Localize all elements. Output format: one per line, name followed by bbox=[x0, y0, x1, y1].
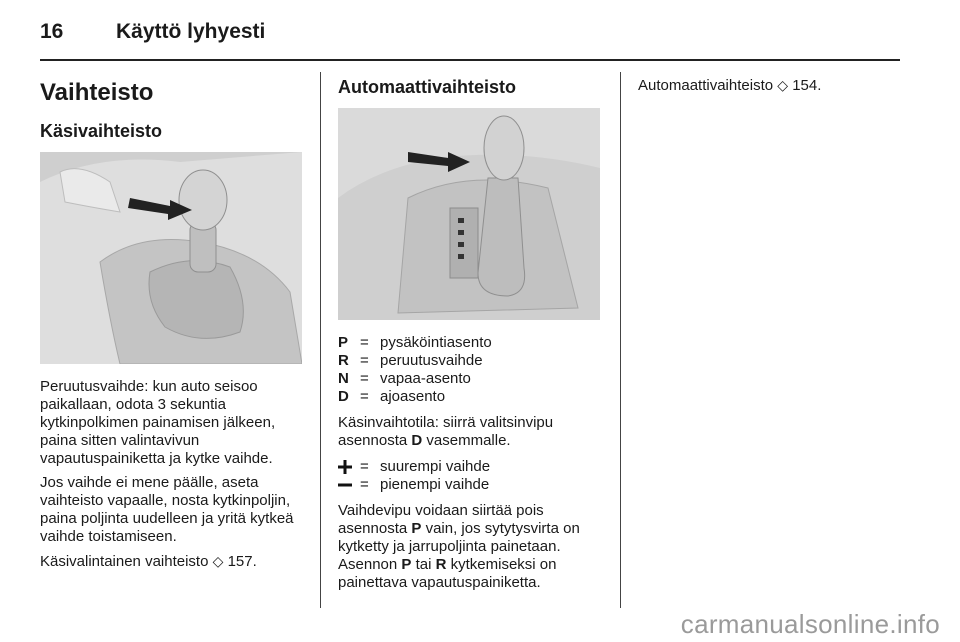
section-title: Vaihteisto bbox=[40, 79, 154, 106]
legend-key-p: P bbox=[338, 334, 349, 351]
legend-eq: = bbox=[360, 370, 369, 387]
legend-row-plus bbox=[338, 458, 603, 476]
legend-eq: = bbox=[360, 334, 369, 351]
legend-text-r: peruutusvaihde bbox=[380, 352, 483, 369]
reverse-gear-paragraph: Peruutusvaihde: kun auto seisoo paikallaan, odota 3 sekuntia kytkinpolkimen painamisen jälkeen, paina sitten valintavivun vapautuspainiketta ja kytke vaihde. bbox=[40, 378, 276, 467]
plus-icon bbox=[338, 458, 360, 476]
subsection-title-manual: Käsivaihteisto bbox=[40, 121, 163, 141]
release-text-4: kytkemiseksi on painettava vapautuspainiketta. bbox=[338, 556, 557, 591]
page-number: 16 bbox=[40, 20, 64, 43]
legend-text-minus: pienempi vaihde bbox=[380, 476, 490, 493]
chapter-title: Käyttö lyhyesti bbox=[116, 20, 266, 43]
legend-row-d bbox=[338, 388, 603, 406]
subsection-title-automatic: Automaattivaihteisto bbox=[338, 77, 517, 97]
release-text-2: vain, jos sytytysvirta on kytketty ja jarrupoljinta painetaan. Asennon bbox=[338, 520, 580, 573]
release-bold-r: R bbox=[435, 556, 447, 573]
minus-icon bbox=[338, 476, 360, 494]
manual-gear-shifter-icon bbox=[40, 152, 302, 364]
legend-eq: = bbox=[360, 352, 369, 369]
legend-row-p bbox=[338, 334, 603, 352]
manual-mode-text: Käsinvaihtotila: siirrä valitsinvipu asennosta bbox=[338, 414, 554, 449]
legend-text-plus: suurempi vaihde bbox=[380, 458, 491, 475]
manual-ref-line bbox=[40, 552, 305, 571]
legend-row-minus bbox=[338, 476, 603, 494]
middle-column bbox=[338, 70, 603, 598]
legend-key-n: N bbox=[338, 370, 349, 387]
legend-eq: = bbox=[360, 388, 369, 405]
manual-mode-bold: D bbox=[411, 432, 423, 449]
automatic-ref-page: 154. bbox=[792, 77, 822, 94]
release-text-3: tai bbox=[411, 556, 436, 573]
page-header bbox=[40, 10, 900, 60]
legend-eq: = bbox=[360, 458, 369, 475]
legend-row-n bbox=[338, 370, 603, 388]
legend-text-n: vapaa-asento bbox=[380, 370, 471, 387]
header-rule bbox=[40, 59, 900, 61]
legend-text-d: ajoasento bbox=[380, 388, 446, 405]
legend-key-r: R bbox=[338, 352, 349, 369]
manual-mode-text-end: vasemmalle. bbox=[422, 432, 511, 449]
shift-symbol-legend bbox=[338, 458, 603, 494]
manual-mode-paragraph bbox=[338, 414, 603, 450]
right-column bbox=[638, 70, 903, 101]
legend-text-p: pysäköintiasento bbox=[380, 334, 492, 351]
manual-ref-text: Käsivalintainen vaihteisto bbox=[40, 553, 209, 570]
legend-row-r bbox=[338, 352, 603, 370]
manual-gear-image bbox=[40, 152, 302, 364]
automatic-ref-text: Automaattivaihteisto bbox=[638, 77, 774, 94]
automatic-gear-image bbox=[338, 108, 600, 320]
gear-retry-paragraph: Jos vaihde ei mene päälle, aseta vaihteisto vapaalle, nosta kytkinpoljin, paina poljinta uudelleen ja yritä kytkeä vaihde toistamiseen. bbox=[40, 474, 294, 545]
gear-position-legend bbox=[338, 334, 603, 406]
release-text-1: Vaihdevipu voidaan siirtää pois asennosta bbox=[338, 502, 544, 537]
reference-icon: ◇ bbox=[777, 77, 789, 93]
left-column bbox=[40, 70, 305, 577]
reference-icon: ◇ bbox=[212, 553, 224, 569]
release-bold-p2: P bbox=[401, 556, 412, 573]
legend-key-d: D bbox=[338, 388, 349, 405]
automatic-gear-selector-icon bbox=[338, 108, 600, 320]
column-divider-1 bbox=[320, 72, 321, 608]
automatic-ref-line bbox=[638, 76, 903, 95]
manual-ref-page: 157. bbox=[227, 553, 257, 570]
legend-eq: = bbox=[360, 476, 369, 493]
release-bold-p: P bbox=[411, 520, 422, 537]
watermark: carmanualsonline.info bbox=[680, 609, 940, 639]
release-paragraph bbox=[338, 502, 603, 592]
column-divider-2 bbox=[620, 72, 621, 608]
